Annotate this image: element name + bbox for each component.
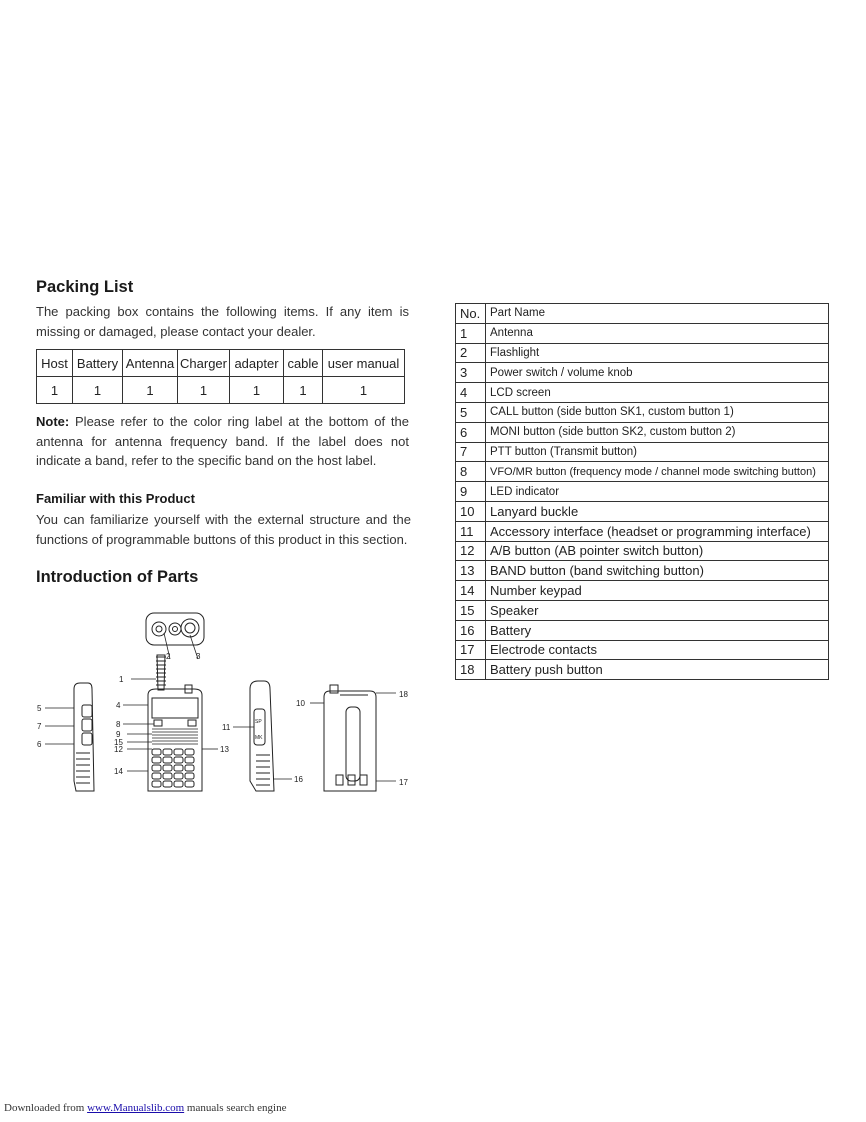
note-label: Note: <box>36 414 70 429</box>
part-no: 2 <box>456 343 486 363</box>
introduction-of-parts-title: Introduction of Parts <box>36 568 199 586</box>
download-footer <box>4 1102 286 1114</box>
part-no: 8 <box>456 462 486 482</box>
packing-values-row <box>37 377 405 404</box>
table-row <box>456 482 829 502</box>
part-name: CALL button (side button SK1, custom button 1) <box>486 402 829 422</box>
table-row <box>456 660 829 680</box>
footer-suffix: manuals search engine <box>184 1102 287 1114</box>
packing-header-row <box>37 350 405 377</box>
parts-diagram <box>30 605 420 800</box>
part-name: A/B button (AB pointer switch button) <box>486 541 829 561</box>
part-no: 7 <box>456 442 486 462</box>
callout-4: 4 <box>116 701 121 710</box>
callout-14: 14 <box>114 767 123 776</box>
table-row <box>456 581 829 601</box>
callout-13: 13 <box>220 745 229 754</box>
part-no: 14 <box>456 581 486 601</box>
callout-5: 5 <box>37 704 42 713</box>
table-row <box>456 600 829 620</box>
callout-11: 11 <box>222 723 231 732</box>
callout-7: 7 <box>37 722 42 731</box>
table-row <box>456 541 829 561</box>
packing-value-cell: 1 <box>323 377 405 404</box>
packing-header-cell: adapter <box>230 350 284 377</box>
part-name: Flashlight <box>486 343 829 363</box>
part-name: Battery <box>486 620 829 640</box>
packing-intro-text: The packing box contains the following items. If any item is missing or damaged, please contact your dealer. <box>36 304 409 339</box>
part-no: 6 <box>456 422 486 442</box>
part-no: 1 <box>456 323 486 343</box>
packing-header-cell: Host <box>37 350 73 377</box>
table-row <box>456 383 829 403</box>
part-no: 4 <box>456 383 486 403</box>
callout-8: 8 <box>116 720 121 729</box>
part-name: BAND button (band switching button) <box>486 561 829 581</box>
callout-17: 17 <box>399 778 408 787</box>
packing-header-cell: Charger <box>178 350 230 377</box>
part-no: 9 <box>456 482 486 502</box>
table-row <box>456 501 829 521</box>
packing-header-cell: Antenna <box>123 350 178 377</box>
part-name: Power switch / volume knob <box>486 363 829 383</box>
part-no: 10 <box>456 501 486 521</box>
packing-header-cell: Battery <box>73 350 123 377</box>
part-name: LCD screen <box>486 383 829 403</box>
callout-6: 6 <box>37 740 42 749</box>
callout-16: 16 <box>294 775 303 784</box>
packing-header-cell: cable <box>284 350 323 377</box>
left-side-view-drawing <box>74 683 94 791</box>
manualslib-link[interactable]: www.Manualslib.com <box>87 1102 185 1114</box>
part-name: Electrode contacts <box>486 640 829 660</box>
callout-3: 3 <box>196 652 201 661</box>
part-name: PTT button (Transmit button) <box>486 442 829 462</box>
callout-1: 1 <box>119 675 124 684</box>
part-no: 5 <box>456 402 486 422</box>
packing-list-title: Packing List <box>36 278 134 296</box>
front-view-drawing <box>148 655 202 791</box>
table-row <box>456 462 829 482</box>
packing-table <box>36 349 405 404</box>
callout-2: 2 <box>166 652 171 661</box>
part-no: 3 <box>456 363 486 383</box>
callout-18: 18 <box>399 690 408 699</box>
part-name: Antenna <box>486 323 829 343</box>
packing-header-cell: user manual <box>323 350 405 377</box>
table-row <box>456 402 829 422</box>
familiar-text: You can familiarize yourself with the external structure and the functions of programmable buttons of this product in this section. <box>36 512 411 547</box>
packing-value-cell: 1 <box>73 377 123 404</box>
parts-header-row <box>456 304 829 324</box>
callout-12: 12 <box>114 745 123 754</box>
note-text: Please refer to the color ring label at the bottom of the antenna for antenna frequency band. If the label does not indicate a band, refer to the specific band on the host label. <box>36 414 409 468</box>
part-name: Number keypad <box>486 581 829 601</box>
note-paragraph <box>36 412 409 471</box>
part-name: MONI button (side button SK2, custom button 2) <box>486 422 829 442</box>
packing-value-cell: 1 <box>37 377 73 404</box>
table-row <box>456 640 829 660</box>
mk-key-label: MK <box>255 735 263 741</box>
table-row <box>456 561 829 581</box>
parts-table <box>455 303 829 680</box>
part-no: 11 <box>456 521 486 541</box>
packing-value-cell: 1 <box>230 377 284 404</box>
part-no: 13 <box>456 561 486 581</box>
table-row <box>456 620 829 640</box>
table-row <box>456 442 829 462</box>
callout-9: 9 <box>116 730 121 739</box>
parts-header-name: Part Name <box>486 304 829 324</box>
callout-15: 15 <box>114 738 123 747</box>
part-no: 12 <box>456 541 486 561</box>
part-no: 15 <box>456 600 486 620</box>
packing-value-cell: 1 <box>178 377 230 404</box>
part-name: Accessory interface (headset or programming interface) <box>486 521 829 541</box>
table-row <box>456 343 829 363</box>
packing-value-cell: 1 <box>123 377 178 404</box>
table-row <box>456 521 829 541</box>
back-view-drawing <box>324 685 376 791</box>
part-no: 17 <box>456 640 486 660</box>
callout-10: 10 <box>296 699 305 708</box>
familiar-title: Familiar with this Product <box>36 491 195 506</box>
packing-value-cell: 1 <box>284 377 323 404</box>
table-row <box>456 422 829 442</box>
part-no: 16 <box>456 620 486 640</box>
table-row <box>456 363 829 383</box>
parts-header-no: No. <box>456 304 486 324</box>
part-name: Lanyard buckle <box>486 501 829 521</box>
part-no: 18 <box>456 660 486 680</box>
part-name: VFO/MR button (frequency mode / channel mode switching button) <box>486 462 829 482</box>
table-row <box>456 323 829 343</box>
top-view-drawing <box>146 613 204 645</box>
part-name: Battery push button <box>486 660 829 680</box>
part-name: Speaker <box>486 600 829 620</box>
footer-prefix: Downloaded from <box>4 1102 88 1114</box>
sp-key-label: SP <box>255 719 262 725</box>
part-name: LED indicator <box>486 482 829 502</box>
